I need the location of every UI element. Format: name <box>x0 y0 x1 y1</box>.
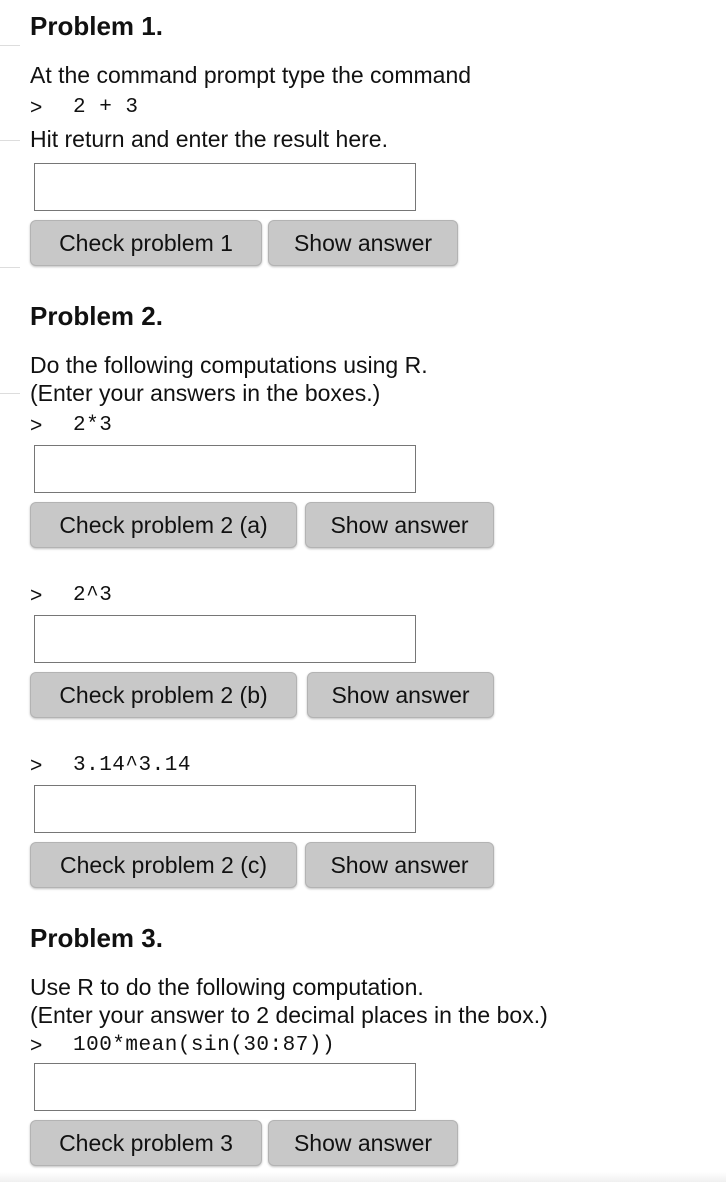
show-answer-2a-button[interactable]: Show answer <box>305 502 494 548</box>
problem-2 <box>30 290 710 890</box>
problem-2b-answer-input[interactable] <box>34 615 416 663</box>
problem-3-instruction-note: (Enter your answer to 2 decimal places in the box.) <box>30 1002 548 1028</box>
problem-3-command: 100*mean(sin(30:87)) <box>73 1034 336 1057</box>
check-problem-2c-button[interactable]: Check problem 2 (c) <box>30 842 297 888</box>
margin-rule <box>0 45 20 46</box>
problem-2b-command: 2^3 <box>73 584 113 607</box>
check-problem-3-button[interactable]: Check problem 3 <box>30 1120 262 1166</box>
problem-2a-answer-input[interactable] <box>34 445 416 493</box>
show-answer-2b-button[interactable]: Show answer <box>307 672 494 718</box>
problem-2a-command: 2*3 <box>73 414 113 437</box>
problem-1-instruction: At the command prompt type the command <box>30 62 472 88</box>
show-answer-2c-button[interactable]: Show answer <box>305 842 494 888</box>
command-prompt: > <box>30 754 43 777</box>
margin-rule <box>0 140 20 141</box>
problem-1-heading: Problem 1. <box>30 11 163 41</box>
problem-1 <box>30 0 710 280</box>
problem-3-heading: Problem 3. <box>30 923 163 953</box>
problem-2-instruction: Do the following computations using R. <box>30 352 428 378</box>
check-problem-1-button[interactable]: Check problem 1 <box>30 220 262 266</box>
problem-2c-command: 3.14^3.14 <box>73 754 191 777</box>
problem-1-after-text: Hit return and enter the result here. <box>30 126 388 152</box>
problem-3 <box>30 912 710 1172</box>
margin-rule <box>0 393 20 394</box>
problem-1-command: 2 + 3 <box>73 96 139 119</box>
check-problem-2a-button[interactable]: Check problem 2 (a) <box>30 502 297 548</box>
problem-3-instruction: Use R to do the following computation. <box>30 974 424 1000</box>
problem-2-instruction-note: (Enter your answers in the boxes.) <box>30 380 381 406</box>
command-prompt: > <box>30 584 43 607</box>
bottom-shade <box>0 1172 726 1182</box>
command-prompt: > <box>30 96 43 119</box>
command-prompt: > <box>30 1034 43 1057</box>
problem-1-answer-input[interactable] <box>34 163 416 211</box>
problem-2-heading: Problem 2. <box>30 301 163 331</box>
margin-rule <box>0 267 20 268</box>
problem-2c-answer-input[interactable] <box>34 785 416 833</box>
show-answer-1-button[interactable]: Show answer <box>268 220 458 266</box>
command-prompt: > <box>30 414 43 437</box>
show-answer-3-button[interactable]: Show answer <box>268 1120 458 1166</box>
problem-3-answer-input[interactable] <box>34 1063 416 1111</box>
check-problem-2b-button[interactable]: Check problem 2 (b) <box>30 672 297 718</box>
